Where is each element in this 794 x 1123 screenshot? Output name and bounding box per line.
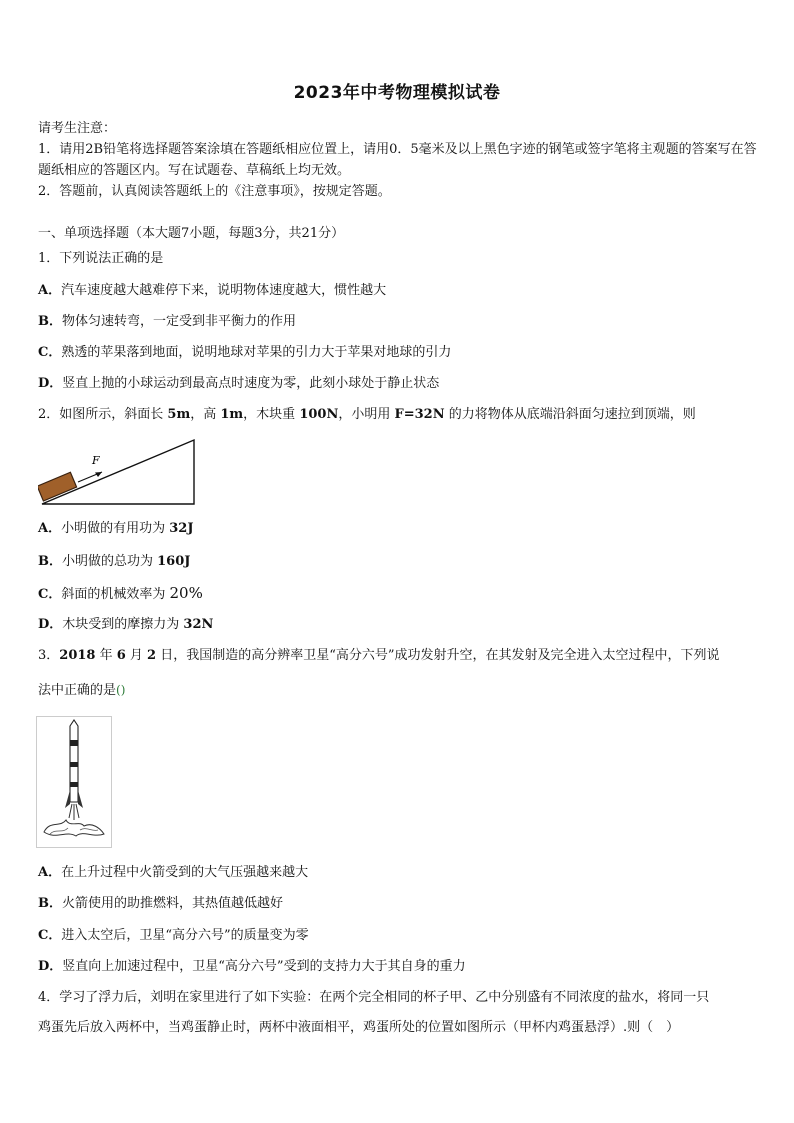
question-3-stem <box>38 647 758 665</box>
question-3-stem-line-2 <box>38 681 758 700</box>
notice-item-2: 2．答题前，认真阅读答题纸上的《注意事项》，按规定答题。 <box>38 184 391 199</box>
option-text: 竖直向上加速过程中，卫星“高分六号”受到的支持力大于其自身的重力 <box>62 959 466 974</box>
option-text: 小明做的总功为 <box>62 554 158 569</box>
q1-option-d <box>38 375 758 393</box>
notice-item-1: 1．请用2B铅笔将选择题答案涂填在答题纸相应位置上，请用0．5毫米及以上黑色字迹的钢笔或签字笔将主观题的答案写在答题纸相应的答题区内。写在试题卷、草稿纸上均无效。 <box>38 142 757 178</box>
incline-triangle <box>42 440 194 504</box>
option-text: 木块受到的摩擦力为 <box>62 617 184 632</box>
question-4-stem-line-2: 鸡蛋先后放入两杯中，当鸡蛋静止时，两杯中液面相平，鸡蛋所处的位置如图所示（甲杯内鸡蛋悬浮）.则（ ） <box>38 1020 680 1035</box>
stem-value: F=32N <box>394 407 445 422</box>
option-letter: C． <box>38 928 62 943</box>
rocket-figure <box>36 716 112 848</box>
option-letter: A． <box>38 521 62 536</box>
stem-value: 2 <box>147 648 157 663</box>
option-text: 小明做的有用功为 <box>61 521 170 536</box>
stem-text: ，高 <box>190 407 221 422</box>
stem-value: 6 <box>116 648 126 663</box>
stem-text: 日，我国制造的高分辨率卫星“高分六号”成功发射升空，在其发射及完全进入太空过程中，下列说 <box>156 648 720 663</box>
stem-text: 法中正确的是 <box>38 683 117 698</box>
q2-option-b <box>38 553 758 571</box>
notice-heading: 请考生注意： <box>38 121 117 136</box>
option-letter: B． <box>38 554 62 569</box>
answer-bracket: () <box>116 683 126 697</box>
page-title: 2023年中考物理模拟试卷 <box>293 83 501 103</box>
q2-option-c <box>38 584 758 604</box>
option-letter: D． <box>38 376 63 391</box>
option-letter: A． <box>38 283 62 298</box>
section-heading: 一、单项选择题（本大题7小题，每题3分，共21分） <box>38 226 345 241</box>
stem-text: 3． <box>38 648 60 663</box>
option-letter: D． <box>38 617 63 632</box>
option-letter: A． <box>38 865 62 880</box>
option-letter: C． <box>38 345 62 360</box>
option-text: 熟透的苹果落到地面，说明地球对苹果的引力大于苹果对地球的引力 <box>61 345 452 360</box>
option-value: 32N <box>183 617 214 632</box>
q3-option-b <box>38 895 758 913</box>
stem-value: 1m <box>220 407 244 422</box>
option-text: 竖直上抛的小球运动到最高点时速度为零，此刻小球处于静止状态 <box>62 376 440 391</box>
q1-option-a <box>38 282 758 300</box>
q2-option-a <box>38 520 758 538</box>
stem-text: 年 <box>95 648 117 663</box>
force-label: F <box>92 454 100 467</box>
stem-text: ，木块重 <box>243 407 300 422</box>
stem-value: 100N <box>299 407 339 422</box>
rocket-body <box>70 720 78 802</box>
option-value: 160J <box>157 554 191 569</box>
q1-option-c <box>38 344 758 362</box>
stem-text: 月 <box>125 648 148 663</box>
smoke-cloud <box>44 820 104 836</box>
incline-figure <box>38 436 198 508</box>
option-text: 汽车速度越大越难停下来，说明物体速度越大，惯性越大 <box>61 283 387 298</box>
stem-text: ，小明用 <box>338 407 395 422</box>
question-2-stem <box>38 406 758 424</box>
option-value: 20% <box>169 584 203 602</box>
q3-option-d <box>38 958 758 976</box>
question-1-stem: 1．下列说法正确的是 <box>38 251 164 266</box>
option-letter: D． <box>38 959 63 974</box>
q3-option-a <box>38 864 758 882</box>
question-4-stem: 4．学习了浮力后，刘明在家里进行了如下实验：在两个完全相同的杯子甲、乙中分别盛有不同浓度的盐水，将同一只 <box>38 990 710 1005</box>
option-text: 物体匀速转弯，一定受到非平衡力的作用 <box>62 314 297 329</box>
option-letter: C． <box>38 587 62 602</box>
option-value: 32J <box>169 521 194 536</box>
option-text: 进入太空后，卫星“高分六号”的质量变为零 <box>61 928 309 943</box>
option-text: 在上升过程中火箭受到的大气压强越来越大 <box>61 865 309 880</box>
stem-value: 5m <box>167 407 191 422</box>
q1-option-b <box>38 313 758 331</box>
stem-text: 2．如图所示，斜面长 <box>38 407 168 422</box>
option-letter: B． <box>38 896 62 911</box>
q3-option-c <box>38 927 758 945</box>
option-text: 斜面的机械效率为 <box>61 587 170 602</box>
option-letter: B． <box>38 314 62 329</box>
wooden-block <box>38 472 77 501</box>
stem-value: 2018 <box>59 648 96 663</box>
stem-text: 的力将物体从底端沿斜面匀速拉到顶端，则 <box>444 407 696 422</box>
q2-option-d <box>38 616 758 634</box>
option-text: 火箭使用的助推燃料，其热值越低越好 <box>62 896 284 911</box>
